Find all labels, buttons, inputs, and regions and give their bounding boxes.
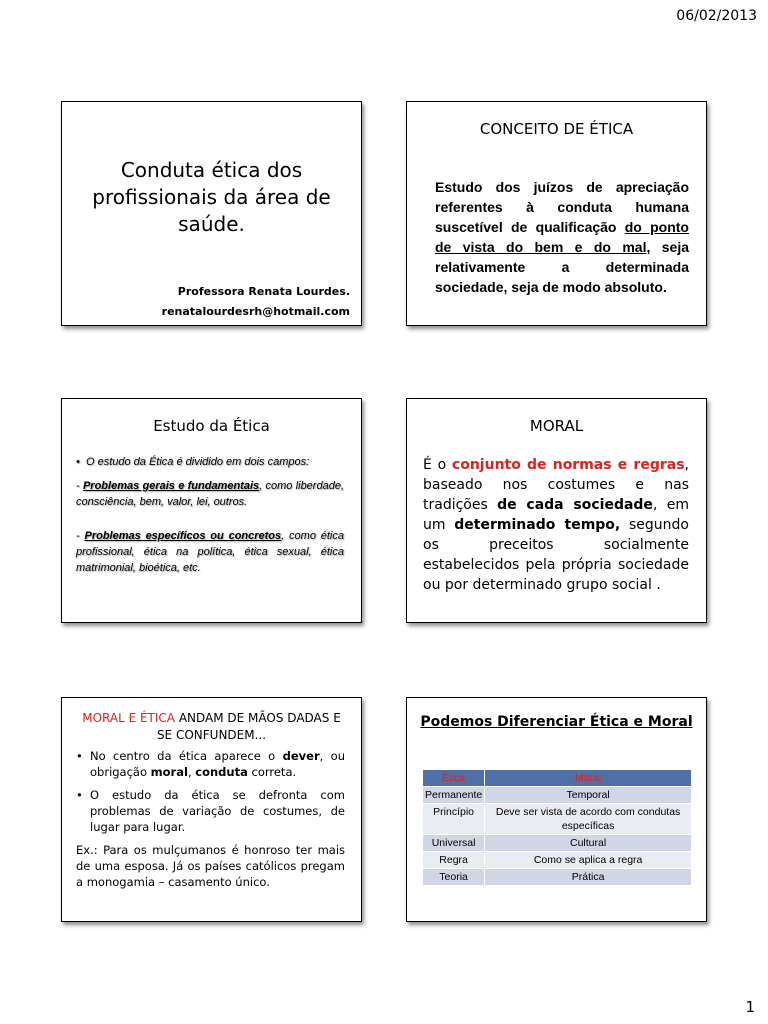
- author-name: Professora Renata Lourdes.: [177, 285, 350, 298]
- body-text: É o: [423, 457, 452, 473]
- table-cell: Cultural: [485, 835, 692, 852]
- table-cell: Deve ser vista de acordo com condutas específicas: [485, 804, 692, 835]
- bullet-text: correta.: [247, 765, 297, 779]
- item-prefix: -: [76, 480, 83, 492]
- slide-conceito-de-etica: [406, 101, 707, 326]
- bullet-text: O estudo da Ética é dividido em dois campos:: [85, 456, 310, 468]
- author-block: [162, 282, 350, 322]
- bullet-text: O estudo da ética se defronta com problemas de variação de costumes, de lugar para lugar.: [90, 788, 345, 834]
- bullet-text: No centro da ética aparece o: [90, 749, 283, 763]
- table-cell: Princípio: [423, 804, 485, 835]
- slide-heading: MORAL: [529, 417, 584, 435]
- bullet-item: [76, 787, 345, 835]
- slide-moral: [406, 398, 707, 623]
- slide-heading: CONCEITO DE ÉTICA: [479, 120, 634, 138]
- slide-moral-e-etica: [61, 697, 362, 922]
- body-text: , em um: [423, 497, 689, 533]
- table-row: [423, 852, 692, 869]
- bold-text: moral: [150, 765, 188, 779]
- highlight-text: conjunto de normas e regras: [451, 457, 685, 473]
- body-text: , baseado nos costumes e nas tradições: [423, 457, 689, 513]
- item-heading: Problemas gerais e fundamentais: [82, 480, 260, 492]
- body-text: segundo os preceitos socialmente estabelecidos pela própria sociedade ou por determinado grupo social .: [423, 517, 689, 593]
- item-text: , como liberdade, consciência, bem, valor, lei, outros.: [76, 480, 344, 508]
- body-text: , seja relativamente a determinada sociedade, seja de modo absoluto.: [435, 239, 689, 295]
- table-header-cell: Moral: [485, 770, 692, 787]
- table-cell: Prática: [485, 869, 692, 886]
- bold-text: conduta: [195, 765, 248, 779]
- bullet-text: , ou obrigação: [90, 749, 346, 779]
- slide-heading: [74, 710, 349, 744]
- table-cell: Temporal: [485, 787, 692, 804]
- table-header-cell: Ética: [423, 770, 485, 787]
- slide-body: [76, 454, 344, 584]
- table-row: [423, 869, 692, 886]
- slide-diferenciar-etica-moral: [406, 697, 707, 922]
- bold-text: dever: [282, 749, 320, 763]
- slide-body: [423, 455, 689, 595]
- table-cell: Universal: [423, 835, 485, 852]
- slide-heading: Podemos Diferenciar Ética e Moral: [420, 714, 693, 730]
- slide-heading: Estudo da Ética: [153, 417, 270, 435]
- slide-body: [435, 177, 689, 297]
- body-text: Estudo dos juízos de apreciação referentes à conduta humana suscetível de qualificação: [435, 179, 689, 235]
- slide-title: [61, 101, 362, 326]
- slide-estudo-da-etica: [61, 398, 362, 623]
- table-row: [423, 804, 692, 835]
- list-item: [76, 478, 344, 510]
- comparison-table: [422, 769, 692, 886]
- bullet-item: [76, 748, 345, 780]
- table-cell: Teoria: [423, 869, 485, 886]
- author-email: renatalourdesrh@hotmail.com: [161, 305, 350, 318]
- underlined-text: do ponto de vista do bem e do mal: [435, 219, 689, 255]
- highlight-text: MORAL E ÉTICA: [82, 711, 176, 725]
- bold-text: determinado tempo,: [454, 517, 621, 533]
- item-heading: Problemas específicos ou concretos: [84, 530, 282, 542]
- bullet-item: • O estudo da Ética é dividido em dois campos:: [76, 456, 310, 468]
- page-number: 1: [745, 998, 755, 1016]
- table-row: [423, 835, 692, 852]
- example-text: Ex.: Para os mulçumanos é honroso ter mais de uma esposa. Já os países católicos pregam a monogamia – casamento único.: [76, 843, 345, 889]
- table-cell: Permanente: [423, 787, 485, 804]
- table-header-row: [423, 770, 692, 787]
- page-date: 06/02/2013: [676, 8, 757, 24]
- presentation-title: Conduta ética dos profissionais da área de saúde.: [92, 158, 331, 236]
- table-cell: Como se aplica a regra: [485, 852, 692, 869]
- heading-text: ANDAM DE MÃOS DADAS E SE CONFUNDEM...: [156, 711, 341, 742]
- slide-body: [76, 748, 345, 890]
- list-item: [76, 528, 344, 576]
- table-cell: Regra: [423, 852, 485, 869]
- bullet-text: ,: [187, 765, 196, 779]
- item-text: , como ética profissional, ética na política, ética sexual, ética matrimonial, bioética, etc.: [76, 530, 344, 574]
- table-row: [423, 787, 692, 804]
- bold-text: de cada sociedade: [497, 497, 653, 513]
- item-prefix: -: [76, 530, 85, 542]
